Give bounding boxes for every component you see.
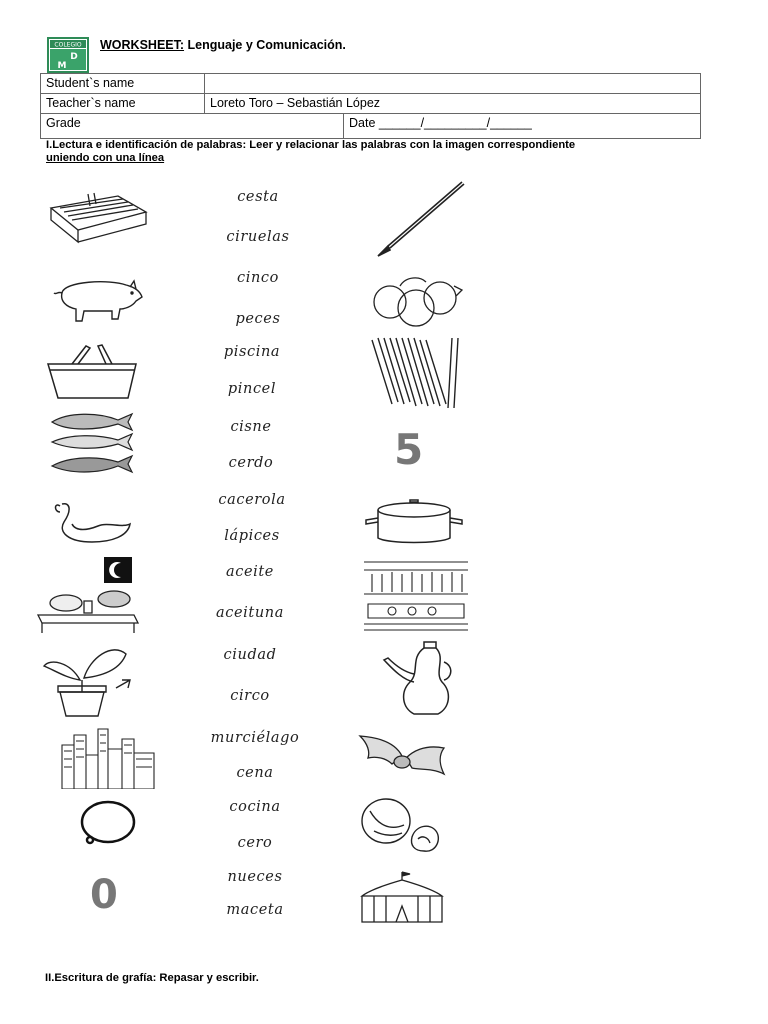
- pool-picture: [48, 190, 148, 245]
- basket-picture: [46, 342, 138, 402]
- word-cocina: cocina: [229, 799, 281, 815]
- word-peces: peces: [235, 311, 281, 327]
- word-circo: circo: [230, 688, 270, 704]
- section-2-heading: II.Escritura de grafía: Repasar y escribir.: [45, 972, 259, 984]
- word-cinco: cinco: [237, 270, 279, 286]
- date-field[interactable]: Date ______/_________/______: [344, 114, 701, 139]
- teacher-name-label: Teacher`s name: [41, 94, 205, 114]
- svg-text:M: M: [57, 61, 67, 71]
- word-maceta: maceta: [226, 902, 284, 918]
- word-ciudad: ciudad: [223, 647, 277, 663]
- swan-picture: [52, 498, 132, 546]
- section-1-instructions-underlined: uniendo con una línea: [46, 152, 165, 164]
- word-cacerola: cacerola: [218, 492, 286, 508]
- student-name-field[interactable]: [205, 74, 701, 94]
- fish-picture: [48, 410, 136, 482]
- olive-picture: [76, 800, 138, 848]
- section-1-instructions: I.Lectura e identificación de palabras: Leer y relacionar las palabras con la imagen correspondiente: [46, 139, 576, 151]
- oil-jug-picture: [380, 638, 454, 718]
- word-ciruelas: ciruelas: [226, 229, 290, 245]
- word-lapices: lápices: [224, 528, 280, 544]
- word-piscina: piscina: [223, 344, 281, 360]
- kitchen-picture: [362, 560, 470, 632]
- worksheet-title-prefix: WORKSHEET:: [100, 38, 185, 52]
- walnut-picture: [360, 795, 444, 857]
- pig-picture: [50, 275, 146, 323]
- word-aceite: aceite: [226, 564, 274, 580]
- bat-picture: [358, 734, 446, 780]
- school-logo: [47, 37, 89, 73]
- word-cero: cero: [237, 835, 273, 851]
- word-cisne: cisne: [230, 419, 272, 435]
- plums-picture: [370, 272, 468, 328]
- teacher-name-value: Loreto Toro – Sebastián López: [205, 94, 701, 114]
- student-name-label: Student`s name: [41, 74, 205, 94]
- zero-digit-picture: 0: [90, 872, 118, 918]
- plant-pot-picture: [40, 640, 136, 718]
- worksheet-title-rest: Lenguaje y Comunicación.: [184, 38, 346, 52]
- city-picture: [60, 725, 156, 789]
- dinner-table-picture: [36, 587, 140, 633]
- grade-field[interactable]: Grade: [41, 114, 344, 139]
- word-pincel: pincel: [227, 381, 277, 397]
- word-nueces: nueces: [227, 869, 283, 885]
- word-cerdo: cerdo: [228, 455, 274, 471]
- word-cena: cena: [236, 765, 274, 781]
- moon-picture: [104, 557, 132, 583]
- circus-tent-picture: [360, 870, 444, 924]
- five-digit-picture: 5: [394, 425, 424, 474]
- section-1-heading: [46, 139, 723, 165]
- worksheet-title: [100, 38, 346, 52]
- word-cesta: cesta: [237, 189, 279, 205]
- word-aceituna: aceituna: [216, 605, 284, 621]
- pencils-picture: [370, 336, 462, 410]
- brush-picture: [372, 180, 466, 258]
- pot-picture: [364, 496, 464, 544]
- svg-text:COLEGIO: COLEGIO: [54, 41, 82, 49]
- word-murcielago: murciélago: [210, 730, 300, 746]
- svg-text:D: D: [70, 52, 78, 62]
- student-info-table: [40, 73, 701, 139]
